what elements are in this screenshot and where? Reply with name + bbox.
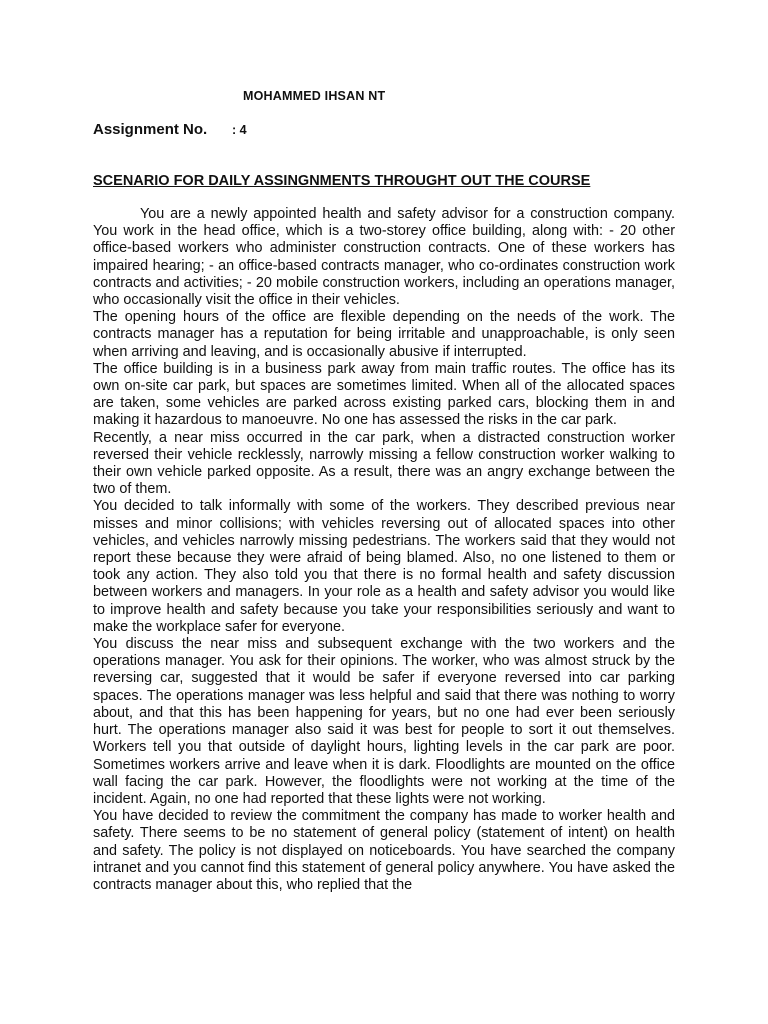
- author-name: MOHAMMED IHSAN NT: [243, 89, 386, 103]
- paragraph: You discuss the near miss and subsequent exchange with the two workers and the operations manager. You ask for their opinions. The worker, who was almost struck by the reversing car, suggested that it would be safer if everyone reversed into car parking spaces. The operations manager was less helpful and said that there was nothing to worry about, and that this has been happening for years, but no one had ever been seriously hurt. The operations manager also said it was best for people to sort it out themselves. Workers tell you that outside of daylight hours, lighting levels in the car park are poor. Sometimes workers arrive and leave when it is dark. Floodlights are mounted on the office wall facing the car park. However, the floodlights were not working at the time of the incident. Again, no one had reported that these lights were not working.: [93, 636, 675, 807]
- assignment-number: : 4: [232, 123, 247, 137]
- paragraph: You have decided to review the commitment the company has made to worker health and safety. There seems to be no statement of general policy (statement of intent) on health and safety. The policy is not displayed on noticeboards. You have searched the company intranet and you cannot find this statement of general policy anywhere. You have asked the contracts manager about this, who replied that the: [93, 808, 675, 893]
- paragraph: The office building is in a business park away from main traffic routes. The office has its own on-site car park, but spaces are sometimes limited. When all of the allocated spaces are taken, some vehicles are parked across existing parked cars, blocking them in and making it hazardous to manoeuvre. No one has assessed the risks in the car park.: [93, 360, 675, 429]
- paragraph: You are a newly appointed health and safety advisor for a construction company. You work in the head office, which is a two-storey office building, along with: - 20 other office-based workers who administer construction contracts. One of these workers has impaired hearing; - an office-based contracts manager, who co-ordinates construction work contracts and activities; - 20 mobile construction workers, including an operations manager, who occasionally visit the office in their vehicles.: [93, 206, 675, 309]
- document-body: [93, 206, 675, 894]
- paragraph: You decided to talk informally with some of the workers. They described previous near misses and minor collisions; with vehicles reversing out of allocated spaces into other vehicles, and vehicles narrowly missing pedestrians. The workers said that they would not report these because they were afraid of being blamed. Also, no one listened to them or took any action. They also told you that there is no formal health and safety discussion between workers and managers. In your role as a health and safety advisor you would like to improve health and safety because you take your responsibilities seriously and want to make the workplace safer for everyone.: [93, 498, 675, 635]
- paragraph: The opening hours of the office are flexible depending on the needs of the work. The contracts manager has a reputation for being irritable and unapproachable, is only seen when arriving and leaving, and is occasionally abusive if interrupted.: [93, 309, 675, 360]
- assignment-line: [93, 121, 247, 138]
- document-title: SCENARIO FOR DAILY ASSINGNMENTS THROUGHT OUT THE COURSE: [93, 173, 591, 189]
- paragraph: Recently, a near miss occurred in the car park, when a distracted construction worker reversed their vehicle recklessly, narrowly missing a fellow construction worker walking to their own vehicle parked opposite. As a result, there was an angry exchange between the two of them.: [93, 429, 675, 498]
- assignment-label: Assignment No.: [93, 121, 208, 138]
